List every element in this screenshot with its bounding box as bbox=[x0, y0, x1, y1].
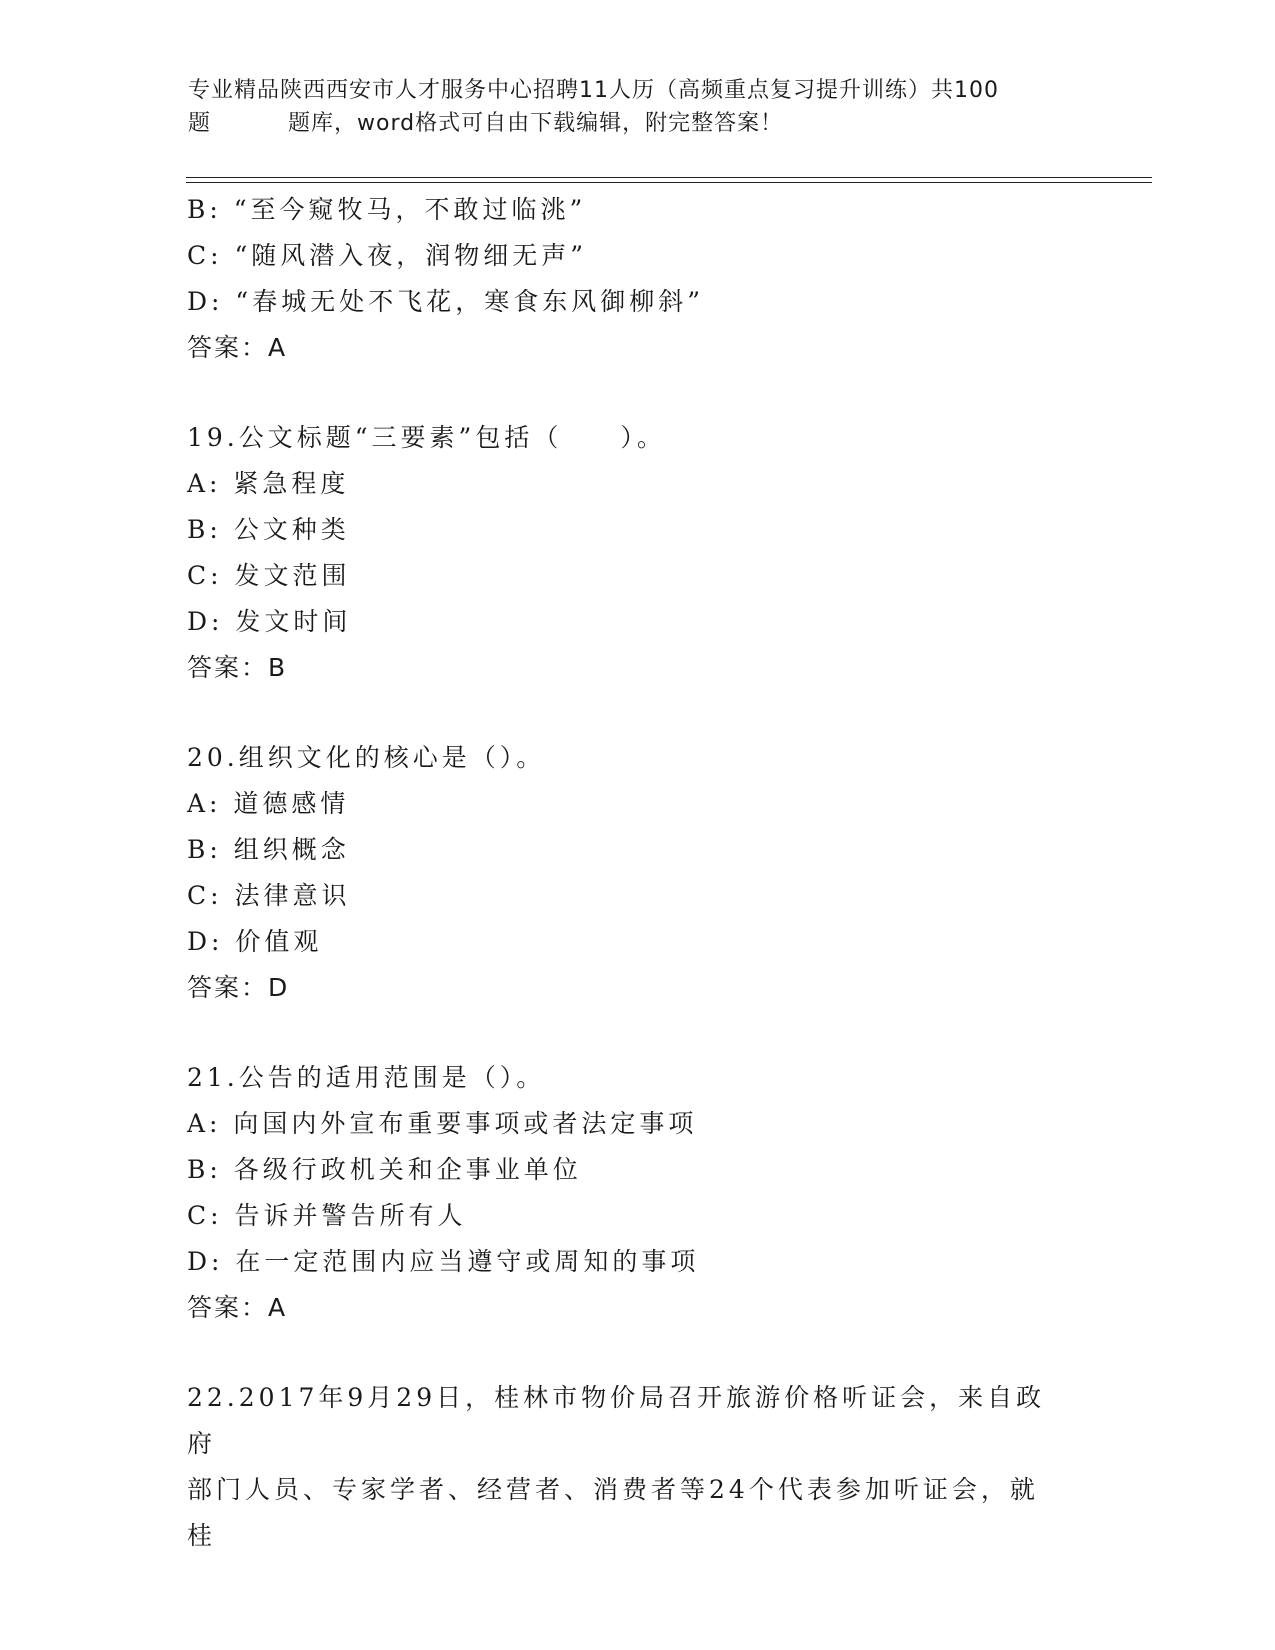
answer: 答案：A bbox=[187, 333, 288, 362]
question-22 bbox=[187, 1375, 1067, 1559]
spacer bbox=[187, 691, 1087, 735]
question-text-line2: 部门人员、专家学者、经营者、消费者等24个代表参加听证会，就桂 bbox=[187, 1475, 1039, 1550]
question-21 bbox=[187, 1055, 1087, 1331]
question-text: 21.公告的适用范围是（）。 bbox=[187, 1063, 546, 1092]
header-divider-top bbox=[186, 177, 1152, 178]
header-title-line2-lead: 题 bbox=[188, 111, 212, 136]
option-d: D: “春城无处不飞花，寒食东风御柳斜” bbox=[187, 287, 704, 316]
option-b: B: 公文种类 bbox=[187, 515, 350, 544]
option-c: C: “随风潜入夜，润物细无声” bbox=[187, 241, 588, 270]
spacer bbox=[187, 1011, 1087, 1055]
question-text: 19.公文标题“三要素”包括（ ）。 bbox=[187, 423, 666, 452]
question-text-line1: 22.2017年9月29日，桂林市物价局召开旅游价格听证会，来自政府 bbox=[187, 1383, 1046, 1458]
option-d: D: 发文时间 bbox=[187, 607, 352, 636]
document-body bbox=[187, 187, 1087, 1559]
question-19 bbox=[187, 415, 1087, 691]
answer: 答案：A bbox=[187, 1293, 288, 1322]
header-divider-bottom bbox=[186, 182, 1152, 183]
spacer bbox=[187, 371, 1087, 415]
option-a: A: 向国内外宣布重要事项或者法定事项 bbox=[187, 1109, 698, 1138]
option-a: A: 紧急程度 bbox=[187, 469, 350, 498]
answer: 答案：B bbox=[187, 653, 288, 682]
option-c: C: 发文范围 bbox=[187, 561, 351, 590]
spacer bbox=[187, 1331, 1087, 1375]
option-d: D: 价值观 bbox=[187, 927, 323, 956]
option-b: B: 组织概念 bbox=[187, 835, 350, 864]
option-a: A: 道德感情 bbox=[187, 789, 350, 818]
option-c: C: 法律意识 bbox=[187, 881, 351, 910]
header-title-line2-rest: 题库，word格式可自由下载编辑，附完整答案！ bbox=[288, 111, 784, 136]
option-b: B: “至今窥牧马，不敢过临洮” bbox=[187, 195, 587, 224]
question-18 bbox=[187, 187, 1087, 371]
header-title-line2 bbox=[188, 107, 1088, 140]
question-20 bbox=[187, 735, 1087, 1011]
option-c: C: 告诉并警告所有人 bbox=[187, 1201, 467, 1230]
option-d: D: 在一定范围内应当遵守或周知的事项 bbox=[187, 1247, 700, 1276]
question-text: 20.组织文化的核心是（）。 bbox=[187, 743, 546, 772]
page-header bbox=[188, 74, 1088, 140]
header-title-line1: 专业精品陕西西安市人才服务中心招聘11人历（高频重点复习提升训练）共100 bbox=[188, 78, 999, 103]
option-b: B: 各级行政机关和企事业单位 bbox=[187, 1155, 582, 1184]
answer: 答案：D bbox=[187, 973, 290, 1002]
